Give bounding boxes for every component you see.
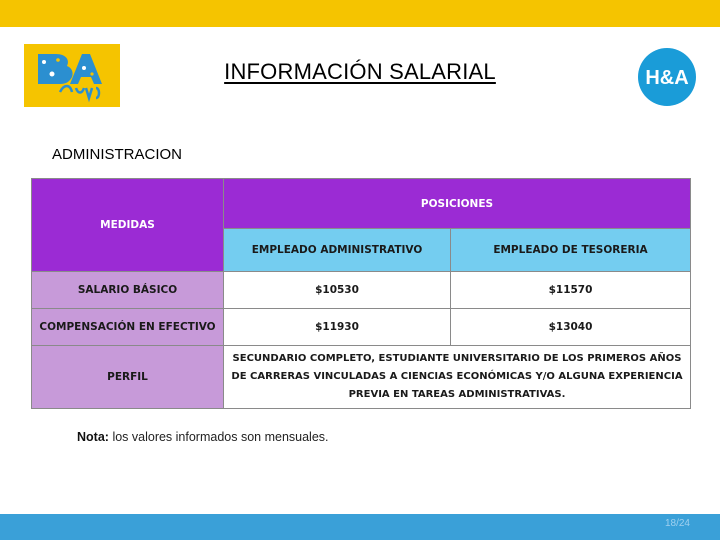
column-header-tesoreria: EMPLEADO DE TESORERIA xyxy=(451,229,691,272)
section-label: ADMINISTRACION xyxy=(52,146,183,163)
table-cell: $11570 xyxy=(451,272,691,309)
top-accent-bar xyxy=(0,0,720,27)
row-label: SALARIO BÁSICO xyxy=(32,272,224,309)
table-cell: $10530 xyxy=(224,272,451,309)
bottom-accent-bar xyxy=(0,514,720,540)
perfil-description: SECUNDARIO COMPLETO, ESTUDIANTE UNIVERSITARIO DE LOS PRIMEROS AÑOS DE CARRERAS VINCULADAS A CIENCIAS ECONÓMICAS Y/O ALGUNA EXPERIENCIA PREVIA EN TAREAS ADMINISTRATIVAS. xyxy=(224,346,691,409)
posiciones-header: POSICIONES xyxy=(224,179,691,229)
page-title: INFORMACIÓN SALARIAL xyxy=(224,59,496,84)
table-row xyxy=(32,346,691,409)
medidas-header: MEDIDAS xyxy=(32,179,224,272)
table-cell: $11930 xyxy=(224,309,451,346)
salary-table xyxy=(31,178,691,409)
page-number: 18/24 xyxy=(664,518,690,529)
note-text: los valores informados son mensuales. xyxy=(112,430,329,444)
table-cell: $13040 xyxy=(451,309,691,346)
row-label: COMPENSACIÓN EN EFECTIVO xyxy=(32,309,224,346)
ha-logo-icon xyxy=(637,47,697,107)
table-row xyxy=(32,309,691,346)
row-label: PERFIL xyxy=(32,346,224,409)
table-row xyxy=(32,272,691,309)
note xyxy=(77,430,329,444)
svg-text:H&A: H&A xyxy=(645,67,689,89)
column-header-administrativo: EMPLEADO ADMINISTRATIVO xyxy=(224,229,451,272)
note-label: Nota: xyxy=(77,430,109,444)
